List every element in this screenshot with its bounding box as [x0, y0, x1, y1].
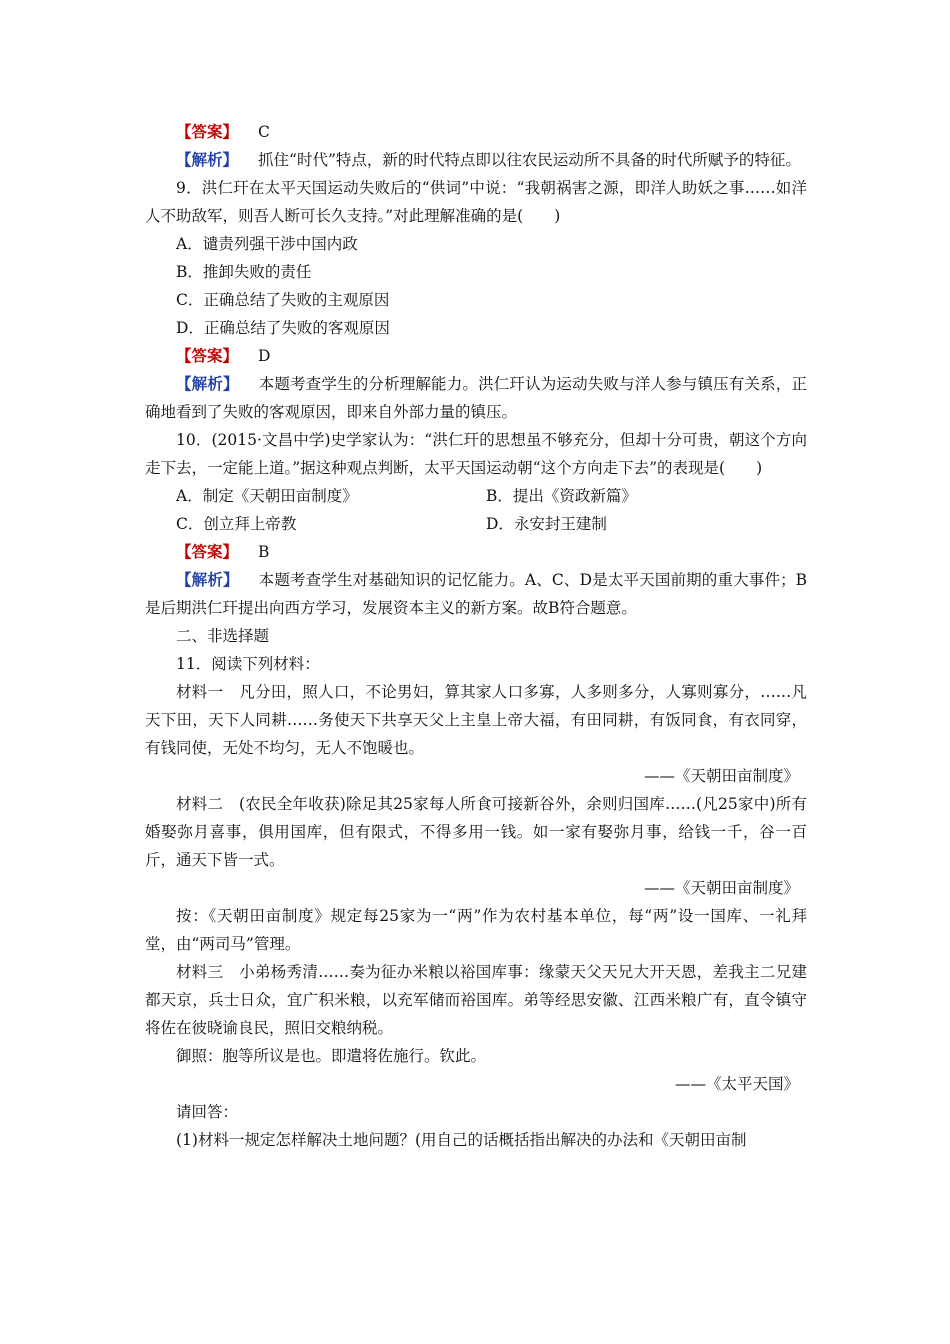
material-2-source: ——《天朝田亩制度》 [643, 879, 799, 897]
section-heading: 二、非选择题 [176, 627, 270, 645]
explanation-tag: 【解析】 [176, 571, 239, 589]
material-1: 材料一 凡分田，照人口，不论男妇，算其家人口多寡，人多则多分，人寡则寡分，……凡天下田，天下人同耕……务使天下共享天父上主皇上帝大福，有田同耕，有饭同食，有衣同穿，有钱同使，无处不均匀，无人不饱暖也。 [145, 683, 807, 757]
q10-options-row-1 [145, 482, 807, 510]
answer-tag: 【答案】 [176, 123, 239, 141]
q9-option-b: B．推卸失败的责任 [176, 263, 312, 281]
q10-options-row-2 [145, 510, 807, 538]
explanation-text: 本题考查学生的分析理解能力。洪仁玕认为运动失败与洋人参与镇压有关系，正确地看到了失败的客观原因，即来自外部力量的镇压。 [145, 375, 807, 421]
explanation-tag: 【解析】 [176, 375, 239, 393]
explanation-q8 [145, 146, 807, 174]
question-10-stem: 10．(2015·文昌中学)史学家认为：“洪仁玕的思想虽不够充分，但却十分可贵，朝这个方向走下去，一定能上道。”据这种观点判断，太平天国运动朝“这个方向走下去”的表现是( ) [145, 431, 807, 477]
q9-option-d: D．正确总结了失败的客观原因 [176, 319, 390, 337]
answer-value: D [258, 347, 271, 365]
q10-option-c: C．创立拜上帝教 [176, 515, 297, 533]
q10-option-a: A．制定《天朝田亩制度》 [176, 487, 358, 505]
answer-line-q9 [145, 342, 807, 370]
answer-line-q8 [145, 118, 807, 146]
answer-value: C [258, 123, 270, 141]
explanation-text: 抓住“时代”特点，新的时代特点即以往农民运动所不具备的时代所赋予的特征。 [258, 151, 801, 169]
explanation-q10 [145, 566, 807, 622]
answer-line-q10 [145, 538, 807, 566]
explanation-text: 本题考查学生对基础知识的记忆能力。A、C、D是太平天国前期的重大事件；B是后期洪仁玕提出向西方学习，发展资本主义的新方案。故B符合题意。 [145, 571, 807, 617]
q9-option-c: C．正确总结了失败的主观原因 [176, 291, 390, 309]
material-1-source: ——《天朝田亩制度》 [643, 767, 799, 785]
imperial-edict: 御照：胞等所议是也。即遣将佐施行。钦此。 [176, 1047, 487, 1065]
q10-option-b: B．提出《资政新篇》 [486, 487, 637, 505]
explanation-q9 [145, 370, 807, 426]
material-2: 材料二 (农民全年收获)除足其25家每人所食可接新谷外，余则归国库……(凡25家中)所有婚娶弥月喜事，俱用国库，但有限式，不得多用一钱。如一家有娶弥月事，给钱一千，谷一百斤，通天下皆一式。 [145, 795, 807, 869]
answer-tag: 【答案】 [176, 347, 239, 365]
explanation-tag: 【解析】 [176, 151, 239, 169]
editor-note: 按：《天朝田亩制度》规定每25家为一“两”作为农村基本单位，每“两”设一国库、一礼拜堂，由“两司马”管理。 [145, 907, 807, 953]
q9-option-a: A．谴责列强干涉中国内政 [176, 235, 358, 253]
material-3: 材料三 小弟杨秀清……奏为征办米粮以裕国库事：缘蒙天父天兄大开天恩，差我主二兄建都天京，兵士日众，宜广积米粮，以充军储而裕国库。弟等经思安徽、江西米粮广有，直令镇守将佐在彼晓谕良民，照旧交粮纳税。 [145, 963, 807, 1037]
question-11-stem: 11．阅读下列材料： [176, 655, 320, 673]
document-page [145, 118, 807, 1154]
answer-value: B [258, 543, 270, 561]
answer-tag: 【答案】 [176, 543, 239, 561]
answer-prompt: 请回答： [176, 1103, 239, 1121]
sub-question-1: (1)材料一规定怎样解决土地问题？(用自己的话概括指出解决的办法和《天朝田亩制 [176, 1131, 747, 1149]
question-9-stem: 9．洪仁玕在太平天国运动失败后的“供词”中说：“我朝祸害之源，即洋人助妖之事……如洋人不助敌军，则吾人断可长久支持。”对此理解准确的是( ) [145, 179, 807, 225]
material-3-source: ——《太平天国》 [674, 1075, 799, 1093]
q10-option-d: D．永安封王建制 [486, 515, 607, 533]
